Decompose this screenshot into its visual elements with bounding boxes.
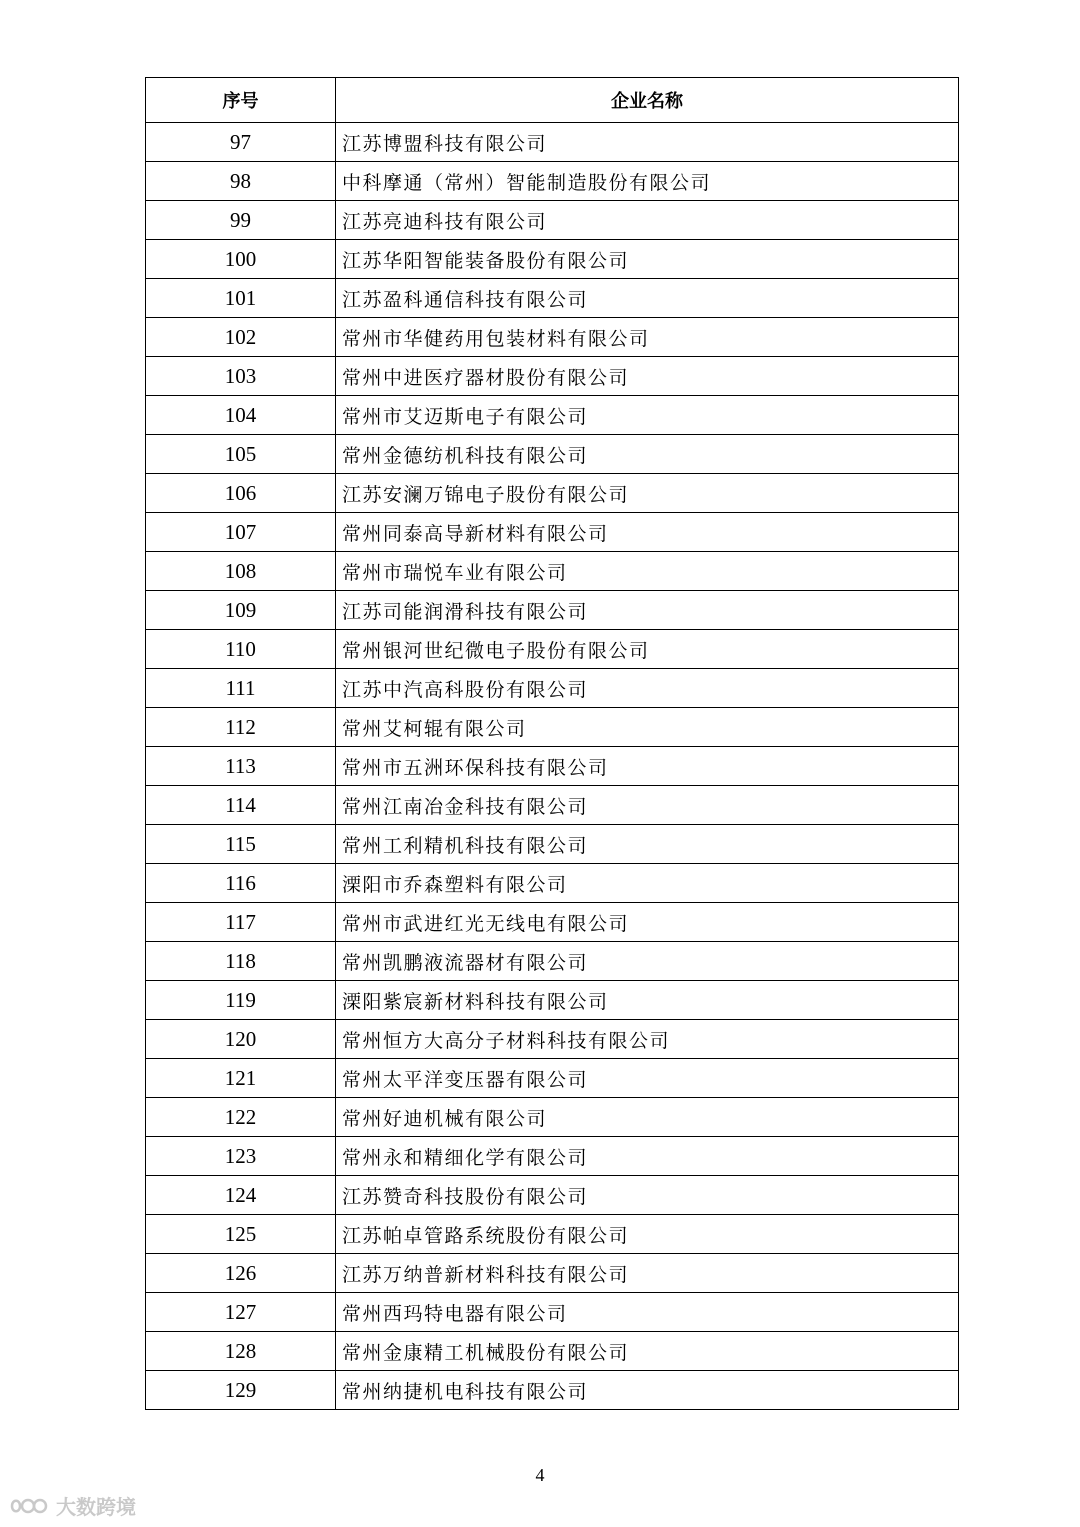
row-company-name: 溧阳紫宸新材料科技有限公司: [336, 981, 959, 1020]
table-row: [146, 942, 959, 981]
row-company-name: 江苏华阳智能装备股份有限公司: [336, 240, 959, 279]
row-index: 104: [146, 396, 336, 435]
row-index: 98: [146, 162, 336, 201]
row-company-name: 江苏万纳普新材料科技有限公司: [336, 1254, 959, 1293]
row-index: 119: [146, 981, 336, 1020]
row-company-name: 江苏赞奇科技股份有限公司: [336, 1176, 959, 1215]
table-row: [146, 708, 959, 747]
table-row: [146, 1371, 959, 1410]
brand-logo-icon: [8, 1495, 48, 1517]
table-row: [146, 474, 959, 513]
table-row: [146, 786, 959, 825]
row-company-name: 常州市五洲环保科技有限公司: [336, 747, 959, 786]
table-row: [146, 825, 959, 864]
row-company-name: 溧阳市乔森塑料有限公司: [336, 864, 959, 903]
table-row: [146, 591, 959, 630]
table-row: [146, 1215, 959, 1254]
row-index: 114: [146, 786, 336, 825]
table-row: [146, 1254, 959, 1293]
row-index: 105: [146, 435, 336, 474]
table-row: [146, 1098, 959, 1137]
row-company-name: 江苏司能润滑科技有限公司: [336, 591, 959, 630]
row-index: 126: [146, 1254, 336, 1293]
row-company-name: 常州金康精工机械股份有限公司: [336, 1332, 959, 1371]
row-company-name: 常州银河世纪微电子股份有限公司: [336, 630, 959, 669]
table-row: [146, 1137, 959, 1176]
table-row: [146, 747, 959, 786]
table-row: [146, 981, 959, 1020]
table-row: [146, 435, 959, 474]
row-index: 101: [146, 279, 336, 318]
watermark: [8, 1491, 136, 1520]
table-row: [146, 669, 959, 708]
watermark-text: 大数跨境: [56, 1495, 136, 1519]
table-row: [146, 162, 959, 201]
row-index: 124: [146, 1176, 336, 1215]
row-index: 112: [146, 708, 336, 747]
table-row: [146, 903, 959, 942]
row-index: 127: [146, 1293, 336, 1332]
row-company-name: 江苏中汽高科股份有限公司: [336, 669, 959, 708]
row-index: 97: [146, 123, 336, 162]
row-index: 108: [146, 552, 336, 591]
row-company-name: 常州金德纺机科技有限公司: [336, 435, 959, 474]
company-table: [145, 77, 959, 1410]
table-row: [146, 1176, 959, 1215]
row-company-name: 常州江南冶金科技有限公司: [336, 786, 959, 825]
row-company-name: 常州同泰高导新材料有限公司: [336, 513, 959, 552]
table-row: [146, 357, 959, 396]
row-index: 116: [146, 864, 336, 903]
row-index: 121: [146, 1059, 336, 1098]
table-row: [146, 630, 959, 669]
row-company-name: 常州西玛特电器有限公司: [336, 1293, 959, 1332]
row-company-name: 中科摩通（常州）智能制造股份有限公司: [336, 162, 959, 201]
row-company-name: 江苏盈科通信科技有限公司: [336, 279, 959, 318]
row-company-name: 常州凯鹏液流器材有限公司: [336, 942, 959, 981]
header-company-name: 企业名称: [336, 78, 959, 123]
row-company-name: 江苏安澜万锦电子股份有限公司: [336, 474, 959, 513]
table-row: [146, 279, 959, 318]
row-index: 107: [146, 513, 336, 552]
row-index: 117: [146, 903, 336, 942]
row-company-name: 江苏帕卓管路系统股份有限公司: [336, 1215, 959, 1254]
row-index: 123: [146, 1137, 336, 1176]
row-index: 110: [146, 630, 336, 669]
table-row: [146, 123, 959, 162]
row-index: 122: [146, 1098, 336, 1137]
row-index: 103: [146, 357, 336, 396]
table-row: [146, 513, 959, 552]
table-row: [146, 552, 959, 591]
table-row: [146, 201, 959, 240]
row-company-name: 常州中进医疗器材股份有限公司: [336, 357, 959, 396]
table-row: [146, 1020, 959, 1059]
row-company-name: 常州市瑞悦车业有限公司: [336, 552, 959, 591]
table-row: [146, 240, 959, 279]
table-row: [146, 1059, 959, 1098]
row-company-name: 常州好迪机械有限公司: [336, 1098, 959, 1137]
row-company-name: 常州永和精细化学有限公司: [336, 1137, 959, 1176]
row-index: 106: [146, 474, 336, 513]
row-index: 99: [146, 201, 336, 240]
row-company-name: 常州市武进红光无线电有限公司: [336, 903, 959, 942]
table-row: [146, 864, 959, 903]
row-company-name: 常州市艾迈斯电子有限公司: [336, 396, 959, 435]
table-row: [146, 396, 959, 435]
row-index: 100: [146, 240, 336, 279]
page-number: 4: [535, 1465, 545, 1485]
row-company-name: 江苏亮迪科技有限公司: [336, 201, 959, 240]
row-company-name: 江苏博盟科技有限公司: [336, 123, 959, 162]
row-index: 113: [146, 747, 336, 786]
row-index: 109: [146, 591, 336, 630]
table-row: [146, 1332, 959, 1371]
table-row: [146, 1293, 959, 1332]
header-index: 序号: [146, 78, 336, 123]
row-company-name: 常州恒方大高分子材料科技有限公司: [336, 1020, 959, 1059]
row-index: 118: [146, 942, 336, 981]
row-index: 111: [146, 669, 336, 708]
row-index: 125: [146, 1215, 336, 1254]
row-company-name: 常州纳捷机电科技有限公司: [336, 1371, 959, 1410]
row-index: 128: [146, 1332, 336, 1371]
table-row: [146, 318, 959, 357]
row-company-name: 常州工利精机科技有限公司: [336, 825, 959, 864]
row-index: 115: [146, 825, 336, 864]
row-index: 129: [146, 1371, 336, 1410]
header-row: [146, 78, 959, 123]
row-index: 120: [146, 1020, 336, 1059]
row-company-name: 常州太平洋变压器有限公司: [336, 1059, 959, 1098]
row-company-name: 常州艾柯辊有限公司: [336, 708, 959, 747]
table-body: [146, 123, 959, 1410]
row-index: 102: [146, 318, 336, 357]
row-company-name: 常州市华健药用包装材料有限公司: [336, 318, 959, 357]
table-header: [146, 78, 959, 123]
